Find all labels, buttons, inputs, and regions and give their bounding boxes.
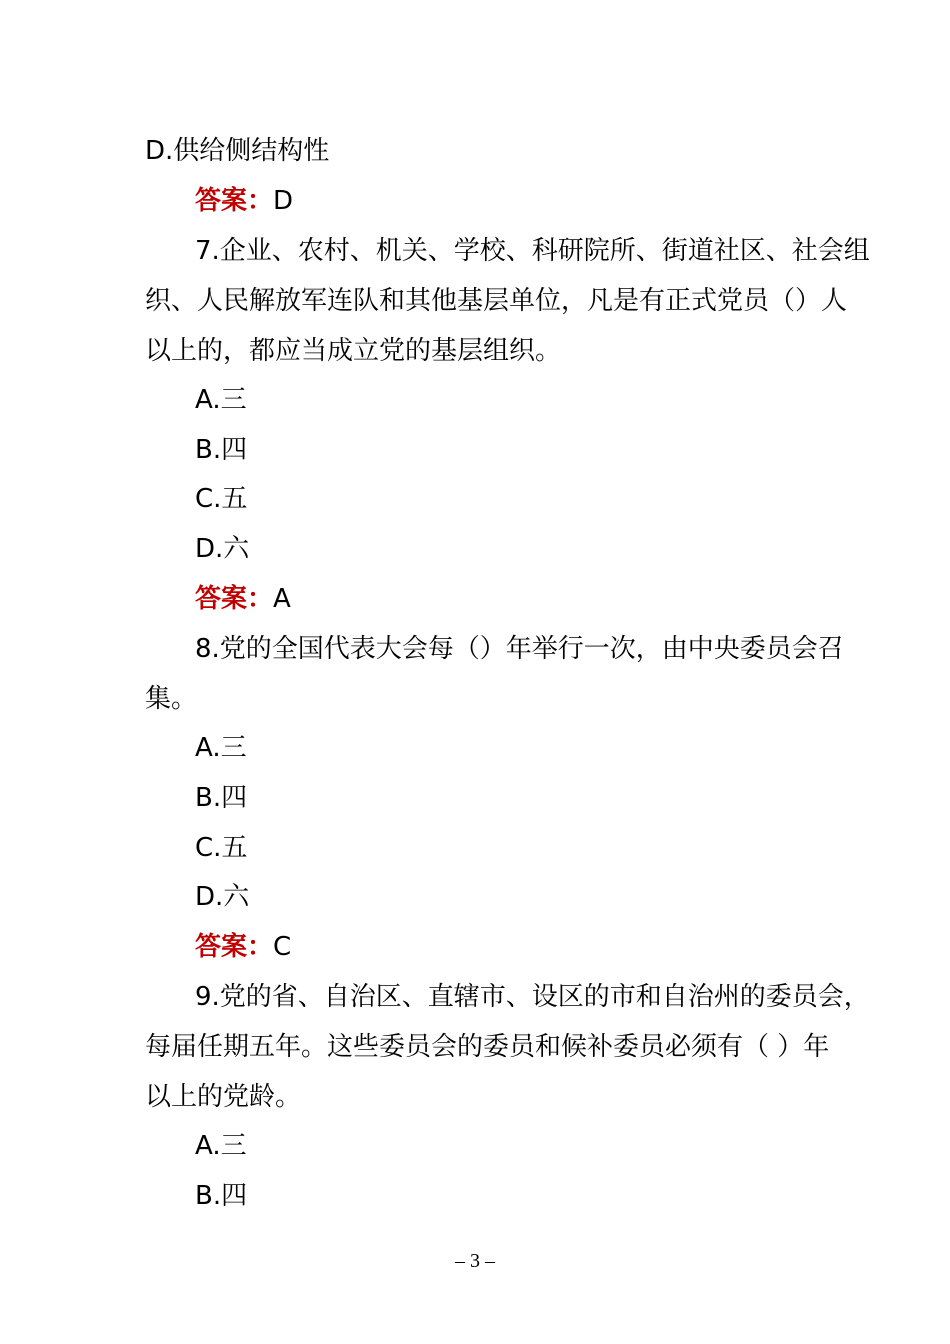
q9-option-a: A.三 — [195, 1131, 247, 1161]
q8-option-a: A.三 — [195, 733, 247, 763]
q7-option-a: A.三 — [195, 385, 247, 415]
q7-answer — [195, 574, 815, 624]
q9-stem-line1: 9.党的省、自治区、直辖市、设区的市和自治州的委员会， — [195, 982, 870, 1012]
q8-stem-line1: 8.党的全国代表大会每（）年举行一次，由中央委员会召 — [195, 634, 844, 664]
answer-label: 答案： — [195, 932, 274, 962]
q7-stem-line1: 7.企业、农村、机关、学校、科研院所、街道社区、社会组 — [195, 236, 870, 266]
q8-option-d: D.六 — [195, 882, 250, 912]
answer-value: C — [273, 932, 292, 962]
answer-value: D — [273, 186, 294, 216]
page-number: – 3 – — [455, 1250, 495, 1272]
q7-option-b: B.四 — [195, 435, 248, 465]
q7-stem-line3: 以上的，都应当成立党的基层组织。 — [145, 336, 562, 366]
q8-answer — [195, 922, 815, 972]
q9-stem-line2: 每届任期五年。这些委员会的委员和候补委员必须有（ ）年 — [145, 1032, 830, 1062]
q9-stem-line3: 以上的党龄。 — [145, 1082, 302, 1112]
q7-option-c: C.五 — [195, 484, 248, 514]
q6-answer — [195, 176, 815, 226]
q9-option-b: B.四 — [195, 1181, 248, 1211]
answer-label: 答案： — [195, 584, 274, 614]
q7-stem-line2: 织、人民解放军连队和其他基层单位，凡是有正式党员（）人 — [145, 286, 848, 316]
q6-option-d: D.供给侧结构性 — [145, 136, 330, 166]
answer-value: A — [273, 584, 291, 614]
q8-stem-line2: 集。 — [145, 684, 198, 714]
answer-label: 答案： — [195, 186, 274, 216]
q7-option-d: D.六 — [195, 534, 250, 564]
q8-option-b: B.四 — [195, 783, 248, 813]
q8-option-c: C.五 — [195, 833, 248, 863]
